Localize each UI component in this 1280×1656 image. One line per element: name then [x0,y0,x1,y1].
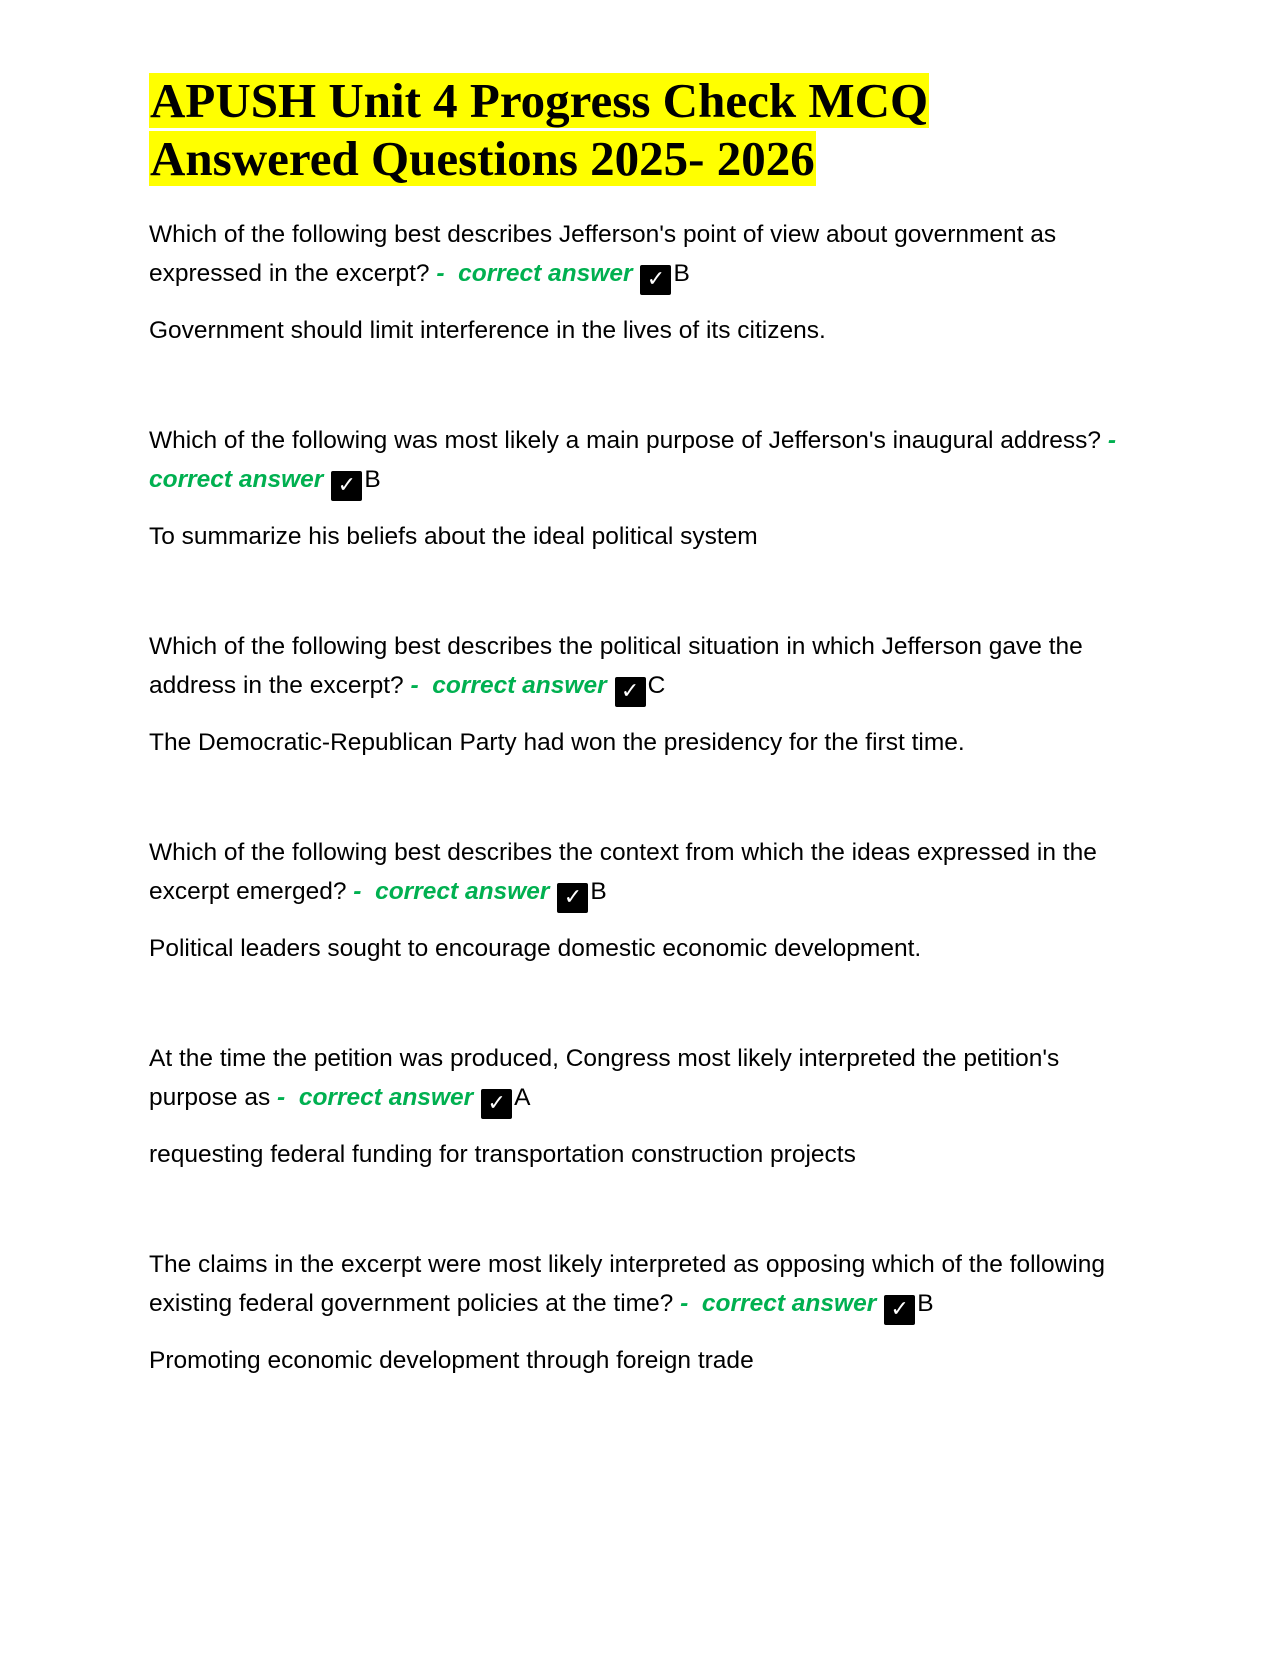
question-text [149,421,1129,501]
check-icon: ✓ [331,471,362,501]
correct-answer-label: correct answer [375,878,550,905]
answer-text: Promoting economic development through foreign trade [149,1347,754,1374]
question-text-body: Which of the following best describes Jefferson's point of view about government as expressed in the excerpt? [149,221,1057,287]
question-text [149,627,1129,707]
qa-block-5 [149,1039,1129,1174]
answer-separator: - [353,878,362,905]
title-line-1: APUSH Unit 4 Progress Check MCQ [150,73,929,128]
question-text [149,215,1129,295]
question-text-body: Which of the following best describes the context from which the ideas expressed in the excerpt emerged? [149,839,1097,905]
answer-choice: B [917,1290,934,1317]
answer-text: To summarize his beliefs about the ideal political system [149,523,758,550]
answer-separator: - [680,1290,689,1317]
qa-block-6 [149,1245,1129,1380]
qa-block-1 [149,215,1129,350]
answer-choice: B [673,260,690,287]
correct-answer-label: correct answer [458,260,633,287]
qa-block-2 [149,421,1129,556]
question-text-body: The claims in the excerpt were most likely interpreted as opposing which of the following existing federal government policies at the time? [149,1251,1105,1317]
check-icon: ✓ [615,677,646,707]
question-text [149,1039,1129,1119]
answer-separator: - [1107,427,1117,454]
question-text [149,1245,1129,1325]
document-title [149,72,1129,188]
check-icon: ✓ [481,1089,512,1119]
check-icon: ✓ [557,883,588,913]
question-text-body: Which of the following best describes the political situation in which Jefferson gave the address in the excerpt? [149,633,1083,699]
answer-choice: C [647,672,666,699]
question-text-body: Which of the following was most likely a main purpose of Jefferson's inaugural address? [149,427,1102,454]
answer-text: Political leaders sought to encourage domestic economic development. [149,935,922,962]
question-text-body: At the time the petition was produced, Congress most likely interpreted the petition's purpose as [149,1045,1060,1111]
answer-choice: A [514,1084,531,1111]
correct-answer-label: correct answer [298,1084,474,1111]
correct-answer-label: correct answer [149,466,324,493]
check-icon: ✓ [640,265,671,295]
correct-answer-label: correct answer [432,672,607,699]
answer-choice: B [590,878,607,905]
answer-separator: - [436,260,445,287]
qa-block-3 [149,627,1129,762]
answer-separator: - [277,1084,286,1111]
question-text [149,833,1129,913]
answer-text: requesting federal funding for transportation construction projects [149,1141,856,1168]
title-line-2: Answered Questions 2025- 2026 [150,131,815,186]
qa-block-4 [149,833,1129,968]
check-icon: ✓ [884,1295,915,1325]
answer-text: The Democratic-Republican Party had won the presidency for the first time. [149,729,965,756]
document-page [149,72,1129,1380]
answer-separator: - [410,672,419,699]
correct-answer-label: correct answer [701,1290,877,1317]
answer-text: Government should limit interference in the lives of its citizens. [149,317,826,344]
answer-choice: B [364,466,381,493]
